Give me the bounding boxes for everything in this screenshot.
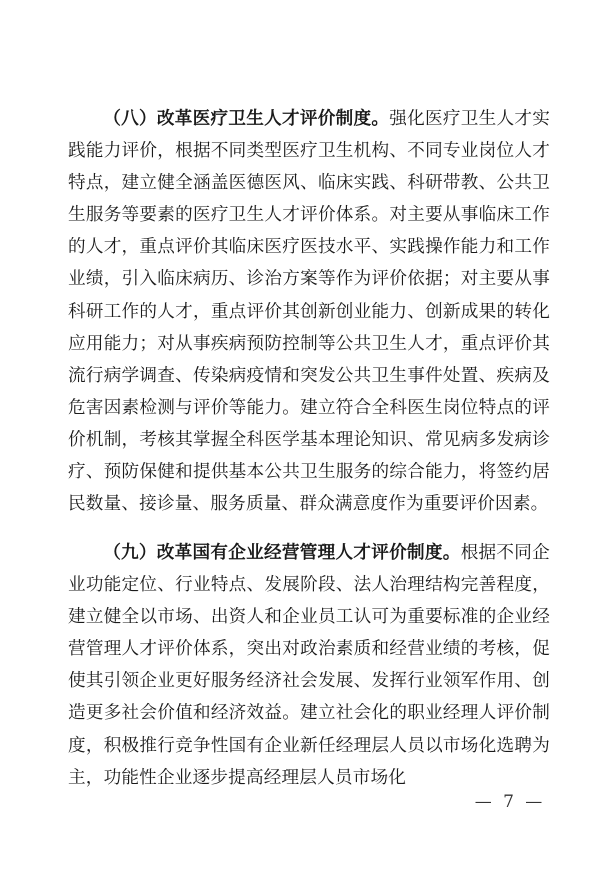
section-body-eight: 强化医疗卫生人才实践能力评价，根据不同类型医疗卫生机构、不同专业岗位人才特点，建立健全涵盖医德医风、临床实践、科研带教、公共卫生服务等要素的医疗卫生人才评价体系。对主要从事临床工作的人才，重点评价其临床医疗医技水平、实践操作能力和工作业绩，引入临床病历、诊治方案等作为评价依据；对主要从事科研工作的人才，重点评价其创新创业能力、创新成果的转化应用能力；对从事疾病预防控制等公共卫生人才，重点评价其流行病学调查、传染病疫情和突发公共卫生事件处置、疾病及危害因素检测与评价等能力。建立符合全科医生岗位特点的评价机制，考核其掌握全科医学基本理论知识、常见病多发病诊疗、预防保健和提供基本公共卫生服务的综合能力，将签约居民数量、接诊量、服务质量、群众满意度作为重要评价因素。: [68, 109, 550, 515]
paragraph-nine: [68, 537, 550, 794]
paragraph-eight: [68, 103, 550, 520]
section-heading-nine: （九）改革国有企业经营管理人才评价制度。: [103, 542, 461, 563]
page-number: — 7 —: [474, 792, 546, 812]
section-heading-eight: （八）改革医疗卫生人才评价制度。: [103, 108, 390, 129]
section-body-nine: 根据不同企业功能定位、行业特点、发展阶段、法人治理结构完善程度，建立健全以市场、出资人和企业员工认可为重要标准的企业经营管理人才评价体系，突出对政治素质和经营业绩的考核，促使其引领企业更好服务经济社会发展、发挥行业领军作用、创造更多社会价值和经济效益。建立社会化的职业经理人评价制度，积极推行竞争性国有企业新任经理层人员以市场化选聘为主，功能性企业逐步提高经理层人员市场化: [68, 543, 550, 788]
